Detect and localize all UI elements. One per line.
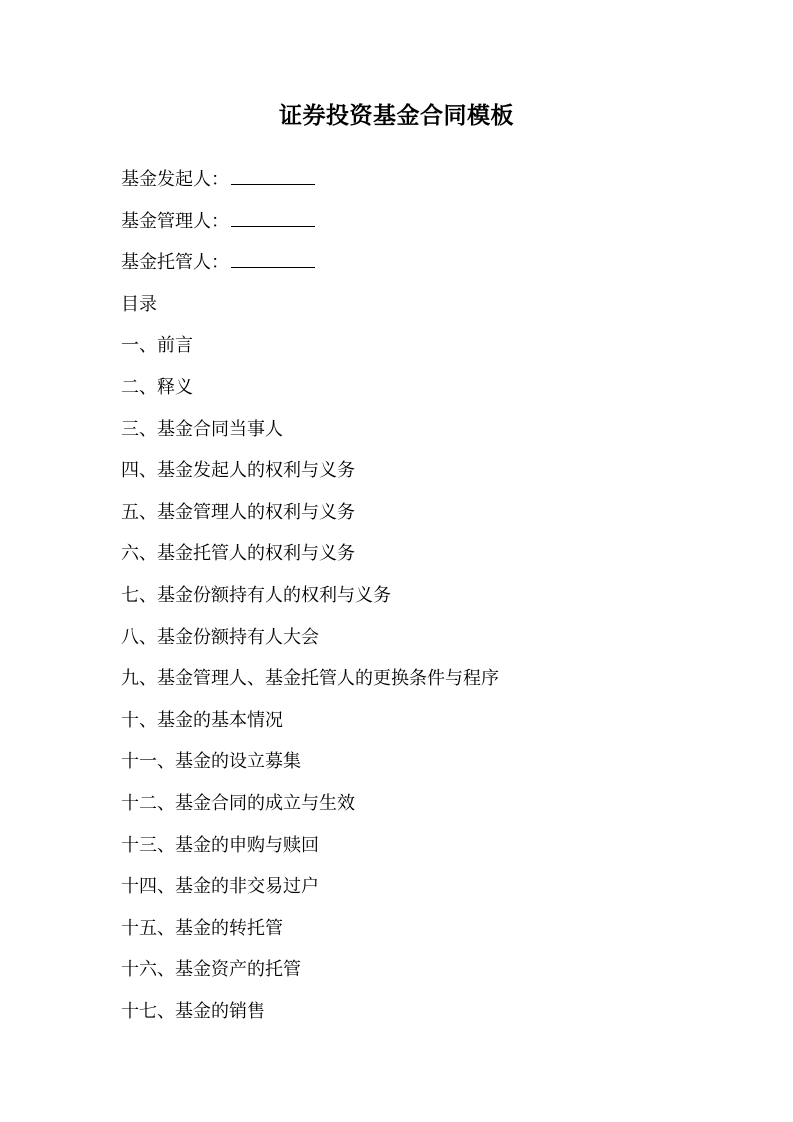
toc-item: 十七、基金的销售 — [121, 1000, 265, 1022]
party-label: 基金管理人： — [121, 210, 229, 232]
toc-item: 三、基金合同当事人 — [121, 418, 283, 440]
document-title: 证券投资基金合同模板 — [279, 103, 514, 129]
fill-in-blank[interactable] — [231, 208, 315, 227]
document-body — [121, 166, 721, 1039]
toc-item: 十一、基金的设立募集 — [121, 751, 301, 773]
toc-item: 一、前言 — [121, 335, 193, 357]
toc-item: 十三、基金的申购与赎回 — [121, 834, 319, 856]
party-label: 基金发起人： — [121, 169, 229, 190]
party-line-manager — [121, 208, 721, 250]
toc-item: 十六、基金资产的托管 — [121, 959, 301, 981]
party-line-sponsor — [121, 166, 721, 208]
toc-item: 九、基金管理人、基金托管人的更换条件与程序 — [121, 668, 499, 690]
toc-item: 四、基金发起人的权利与义务 — [121, 460, 355, 482]
toc-item: 五、基金管理人的权利与义务 — [121, 501, 355, 523]
toc-heading: 目录 — [121, 293, 157, 315]
fill-in-blank[interactable] — [231, 166, 315, 185]
toc-item: 六、基金托管人的权利与义务 — [121, 543, 355, 565]
party-label: 基金托管人： — [121, 252, 229, 274]
toc-item: 十五、基金的转托管 — [121, 917, 283, 939]
toc-item: 七、基金份额持有人的权利与义务 — [121, 584, 391, 606]
toc-item: 十四、基金的非交易过户 — [121, 876, 319, 898]
party-line-custodian — [121, 249, 721, 291]
toc-item: 二、释义 — [121, 376, 193, 398]
fill-in-blank[interactable] — [231, 249, 315, 268]
toc-item: 十二、基金合同的成立与生效 — [121, 792, 355, 814]
toc-item: 十、基金的基本情况 — [121, 709, 283, 731]
toc-item: 八、基金份额持有人大会 — [121, 626, 319, 648]
